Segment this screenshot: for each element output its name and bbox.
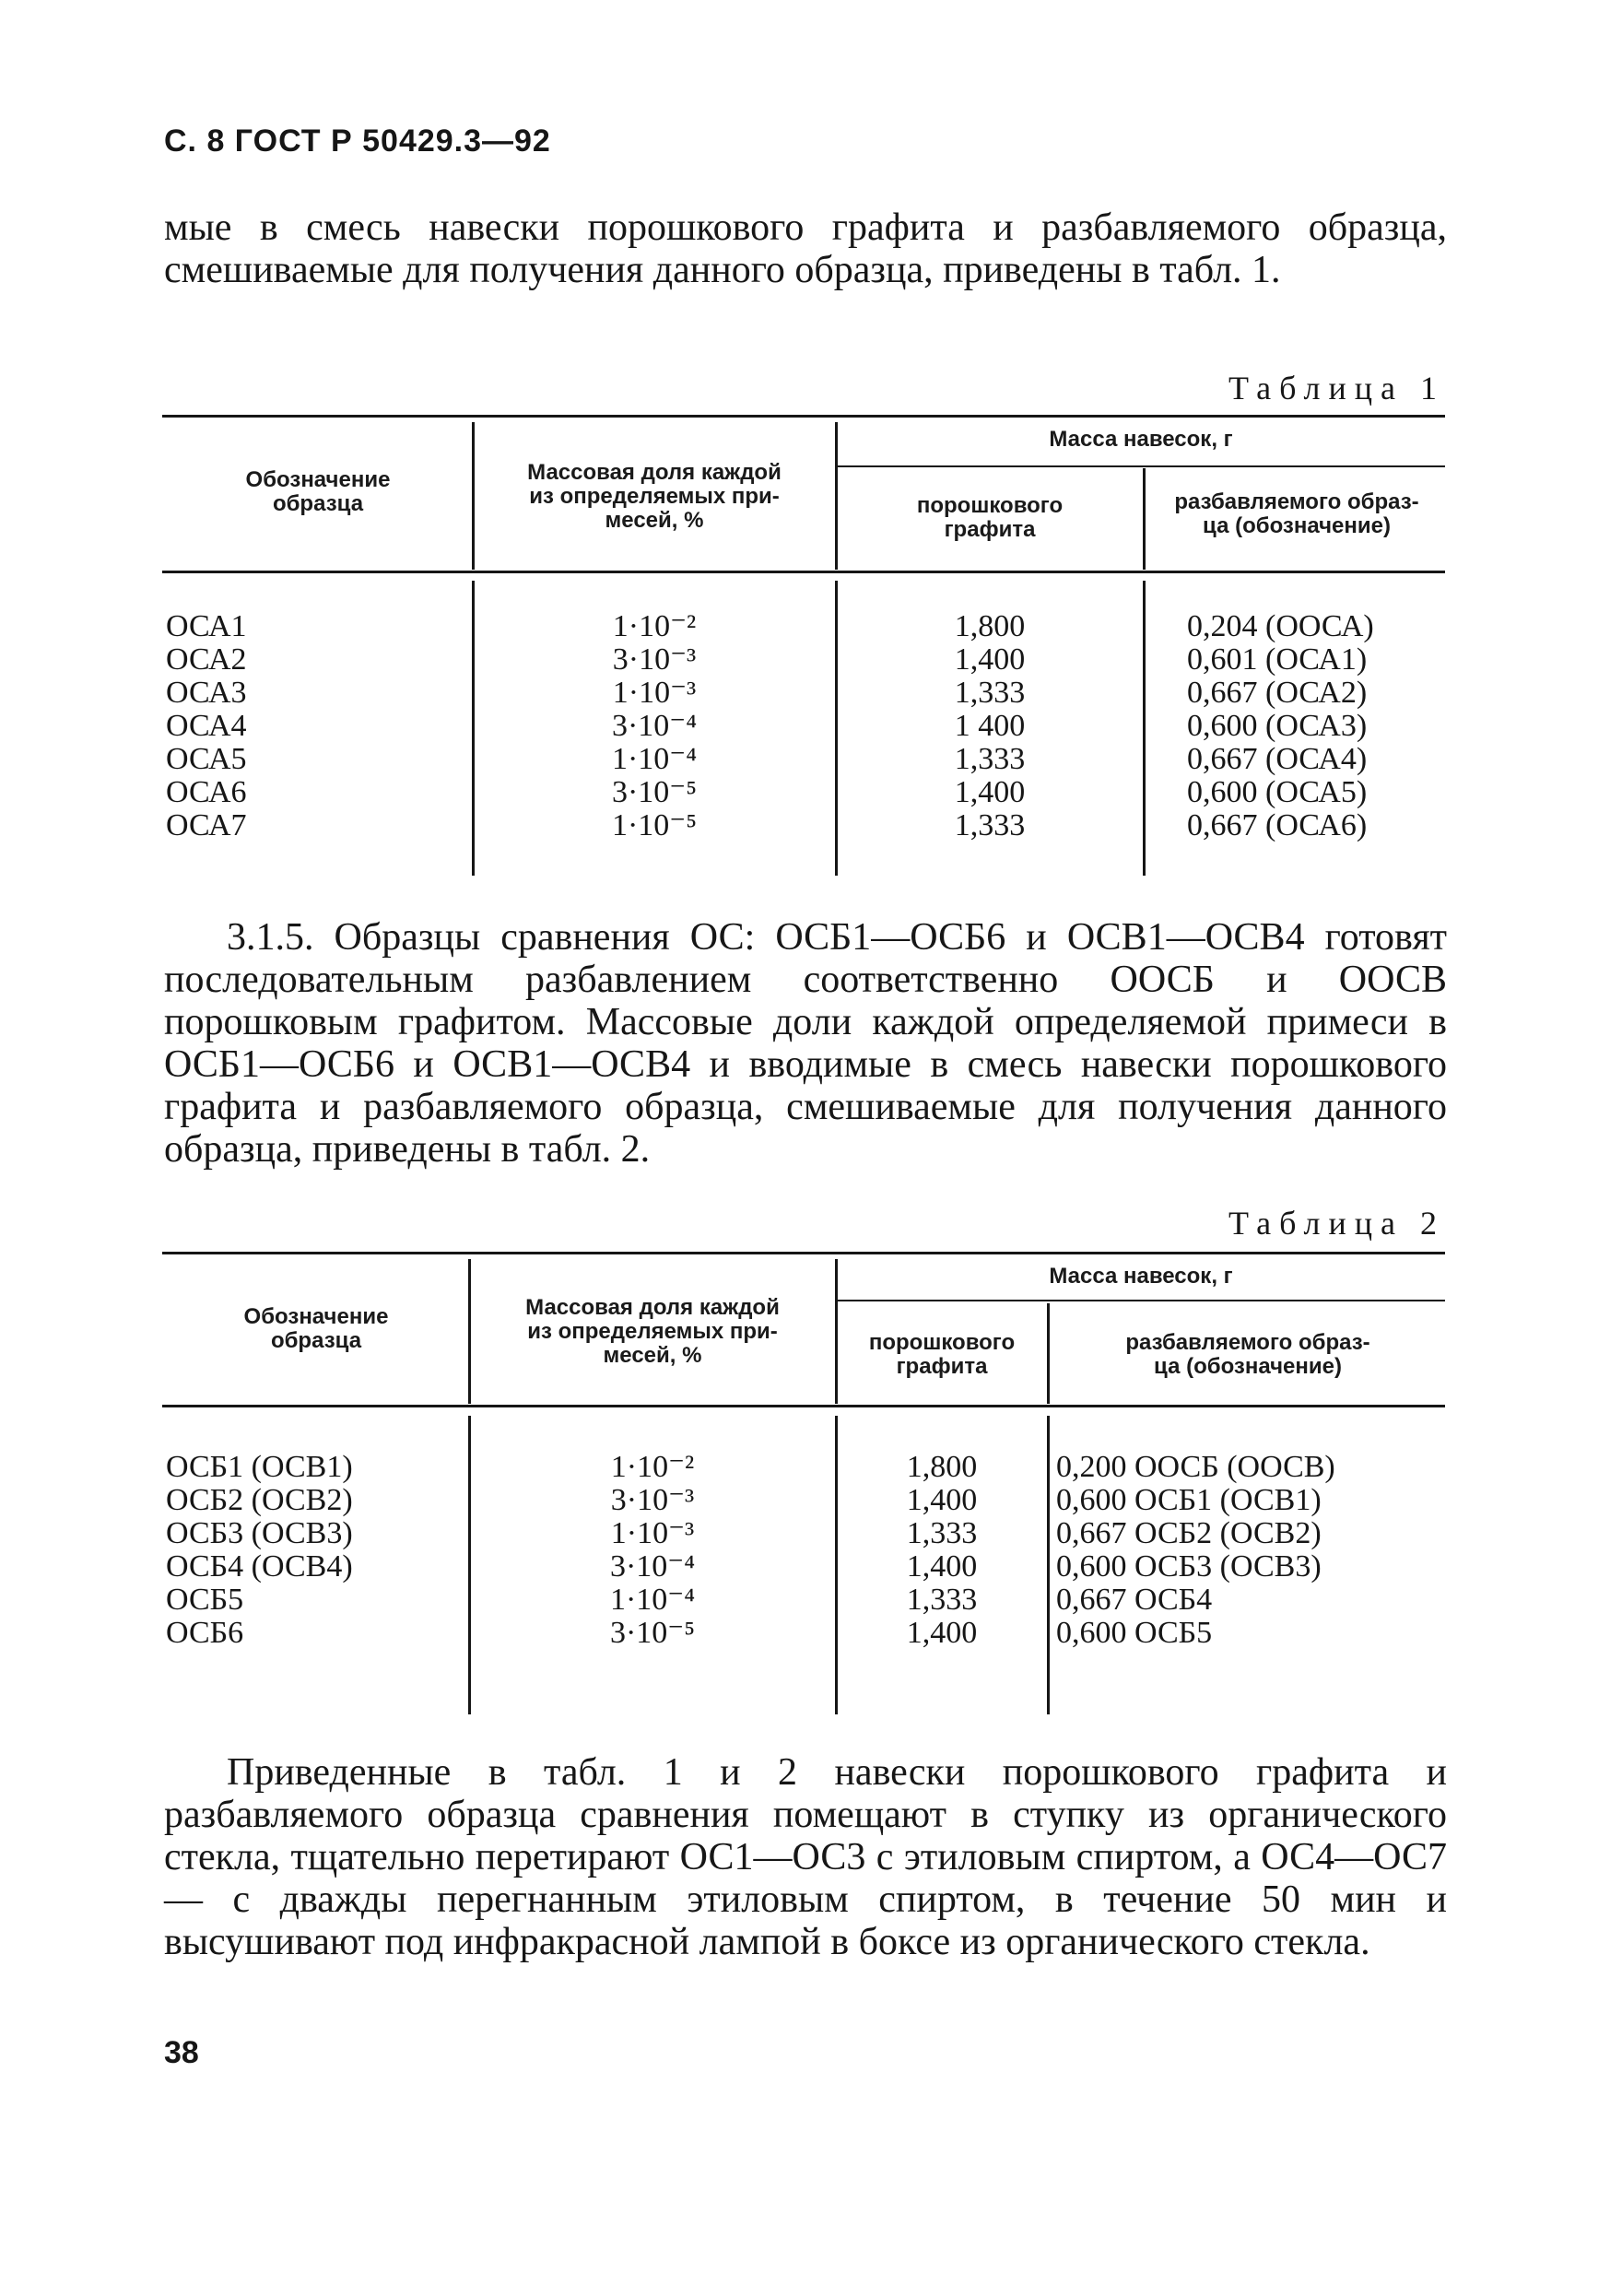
table-cell: 3·10⁻³	[612, 642, 697, 677]
table-cell: 3·10⁻³	[610, 1483, 695, 1517]
table1-header-diluted: разбавляемого образ- ца (обозначение)	[1174, 489, 1419, 538]
table-cell: 1,333	[954, 676, 1026, 710]
table-cell: 0,600 (ОСА5)	[1187, 775, 1368, 809]
table1-col-divider-2	[835, 422, 838, 570]
table2-body-divider-3	[1047, 1416, 1050, 1714]
table-cell: 1·10⁻³	[612, 676, 697, 710]
table1-col-mass-fraction	[476, 610, 833, 842]
table2-header-mass-fraction: Массовая доля каждой из определяемых при- месей, %	[525, 1295, 780, 1368]
table1-col-designation	[166, 610, 461, 842]
intro-paragraph: мые в смесь навески порошкового графита и разбавляемого образца, смешиваемые для получения данного образца, приведены в табл. 1.	[164, 206, 1447, 291]
table1-header-designation: Обозначение образца	[245, 467, 391, 516]
table2-col-divider-1	[468, 1259, 471, 1404]
table-cell: 1·10⁻²	[610, 1450, 695, 1484]
table-cell: ОСБ6	[166, 1616, 244, 1650]
table1-caption: Таблица 1	[1228, 370, 1445, 406]
table-cell: ОСБ4 (ОСВ4)	[166, 1549, 353, 1584]
table-cell: 1·10⁻⁵	[611, 808, 698, 842]
table2-top-rule	[162, 1252, 1445, 1254]
table-cell: 1,333	[906, 1516, 978, 1550]
table-cell: 1·10⁻²	[612, 609, 697, 643]
table2-header-mass-group: Масса навесок, г	[1049, 1264, 1233, 1289]
table2-col-designation	[166, 1451, 461, 1650]
table2-body-divider-1	[468, 1416, 471, 1714]
table1-col-graphite	[839, 610, 1141, 842]
table-cell: 0,200 ООСБ (ООСВ)	[1056, 1450, 1335, 1484]
table1-header-mass-group: Масса навесок, г	[1049, 427, 1233, 452]
table-cell: 0,601 (ОСА1)	[1187, 642, 1368, 677]
table-cell: 3·10⁻⁴	[609, 1549, 696, 1584]
table-cell: ОСА4	[166, 709, 247, 743]
table2-body-divider-2	[835, 1416, 838, 1714]
table-cell: ОСБ3 (ОСВ3)	[166, 1516, 353, 1550]
table-cell: ОСА1	[166, 609, 247, 643]
table-cell: 1,400	[954, 775, 1026, 809]
table-cell: 3·10⁻⁴	[611, 709, 698, 743]
table-cell: 1,800	[954, 609, 1026, 643]
table1-body-divider-3	[1143, 581, 1146, 876]
table2-header-graphite: порошкового графита	[868, 1330, 1016, 1379]
table1-col-divider-3	[1143, 468, 1146, 570]
final-paragraph: Приведенные в табл. 1 и 2 навески порошкового графита и разбавляемого образца сравнения помещают в ступку из органического стекла, тщательно перетирают ОС1—ОС3 с этиловым спиртом, а ОС4—ОС7 — с дважды перегнанным этиловым спиртом, в течение 50 мин и высушивают под инфракрасной лампой в боксе из органического стекла.	[164, 1751, 1447, 1963]
table-cell: 3·10⁻⁵	[609, 1616, 696, 1650]
table-cell: 1,400	[906, 1549, 978, 1584]
table-cell: 1,400	[906, 1483, 978, 1517]
table2-col-graphite	[839, 1451, 1045, 1650]
table-cell: 1,333	[954, 808, 1026, 842]
table2-header-designation: Обозначение образца	[243, 1304, 389, 1353]
table2-col-divider-3	[1047, 1303, 1050, 1404]
table-cell: 1,333	[954, 742, 1026, 776]
table-cell: 1·10⁻⁴	[609, 1583, 696, 1617]
table-cell: ОСБ2 (ОСВ2)	[166, 1483, 353, 1517]
table2-header-rule	[162, 1405, 1445, 1407]
table1-header-rule	[162, 571, 1445, 573]
table-cell: 1 400	[954, 709, 1026, 743]
table-cell: 0,667 (ОСА2)	[1187, 676, 1368, 710]
table2-col-diluted	[1056, 1451, 1443, 1650]
table2-col-divider-2	[835, 1259, 838, 1404]
table1-header-mass-fraction: Массовая доля каждой из определяемых при- месей, %	[527, 460, 782, 533]
page-number: 38	[164, 2035, 199, 2070]
table-cell: 3·10⁻⁵	[611, 775, 698, 809]
table-cell: 0,600 ОСБ5	[1056, 1616, 1213, 1650]
table-cell: 0,667 (ОСА6)	[1187, 808, 1368, 842]
table-cell: 0,667 (ОСА4)	[1187, 742, 1368, 776]
table-cell: ОСА5	[166, 742, 247, 776]
table-cell: 1,400	[954, 642, 1026, 677]
table1-body-divider-2	[835, 581, 838, 876]
table-cell: 0,667 ОСБ4	[1056, 1583, 1213, 1617]
table1-mass-group-rule	[835, 465, 1445, 467]
table2-col-mass-fraction	[472, 1451, 833, 1650]
table2-header-diluted: разбавляемого образ- ца (обозначение)	[1125, 1330, 1370, 1379]
table-cell: 0,600 (ОСА3)	[1187, 709, 1368, 743]
table1-top-rule	[162, 415, 1445, 418]
table-cell: 1·10⁻⁴	[611, 742, 698, 776]
table1-col-diluted	[1187, 610, 1445, 842]
page-header: С. 8 ГОСТ Р 50429.3—92	[164, 124, 551, 159]
table2-caption: Таблица 2	[1228, 1205, 1445, 1242]
table1-col-divider-1	[472, 422, 475, 570]
table-cell: ОСБ1 (ОСВ1)	[166, 1450, 353, 1484]
table-cell: 0,600 ОСБ3 (ОСВ3)	[1056, 1549, 1322, 1584]
table1-header-graphite: порошкового графита	[916, 493, 1064, 542]
table-cell: 0,204 (ООСА)	[1187, 609, 1374, 643]
table2-mass-group-rule	[835, 1300, 1445, 1301]
table-cell: 0,667 ОСБ2 (ОСВ2)	[1056, 1516, 1322, 1550]
table-cell: 0,600 ОСБ1 (ОСВ1)	[1056, 1483, 1322, 1517]
table-cell: 1,333	[906, 1583, 978, 1617]
table-cell: ОСА2	[166, 642, 247, 677]
table-cell: ОСБ5	[166, 1583, 244, 1617]
table-cell: 1,800	[906, 1450, 978, 1484]
table-cell: 1,400	[906, 1616, 978, 1650]
table1-body-divider-1	[472, 581, 475, 876]
section-3-1-5-paragraph: 3.1.5. Образцы сравнения ОС: ОСБ1—ОСБ6 и ОСВ1—ОСВ4 готовят последовательным разбавлением соответственно ООСБ и ООСВ порошковым графитом. Массовые доли каждой определяемой примеси в ОСБ1—ОСБ6 и ОСВ1—ОСВ4 и вводимые в смесь навески порошкового графита и разбавляемого образца, смешиваемые для получения данного образца, приведены в табл. 2.	[164, 916, 1447, 1171]
table-cell: ОСА6	[166, 775, 247, 809]
table-cell: 1·10⁻³	[610, 1516, 695, 1550]
table-cell: ОСА7	[166, 808, 247, 842]
table-cell: ОСА3	[166, 676, 247, 710]
